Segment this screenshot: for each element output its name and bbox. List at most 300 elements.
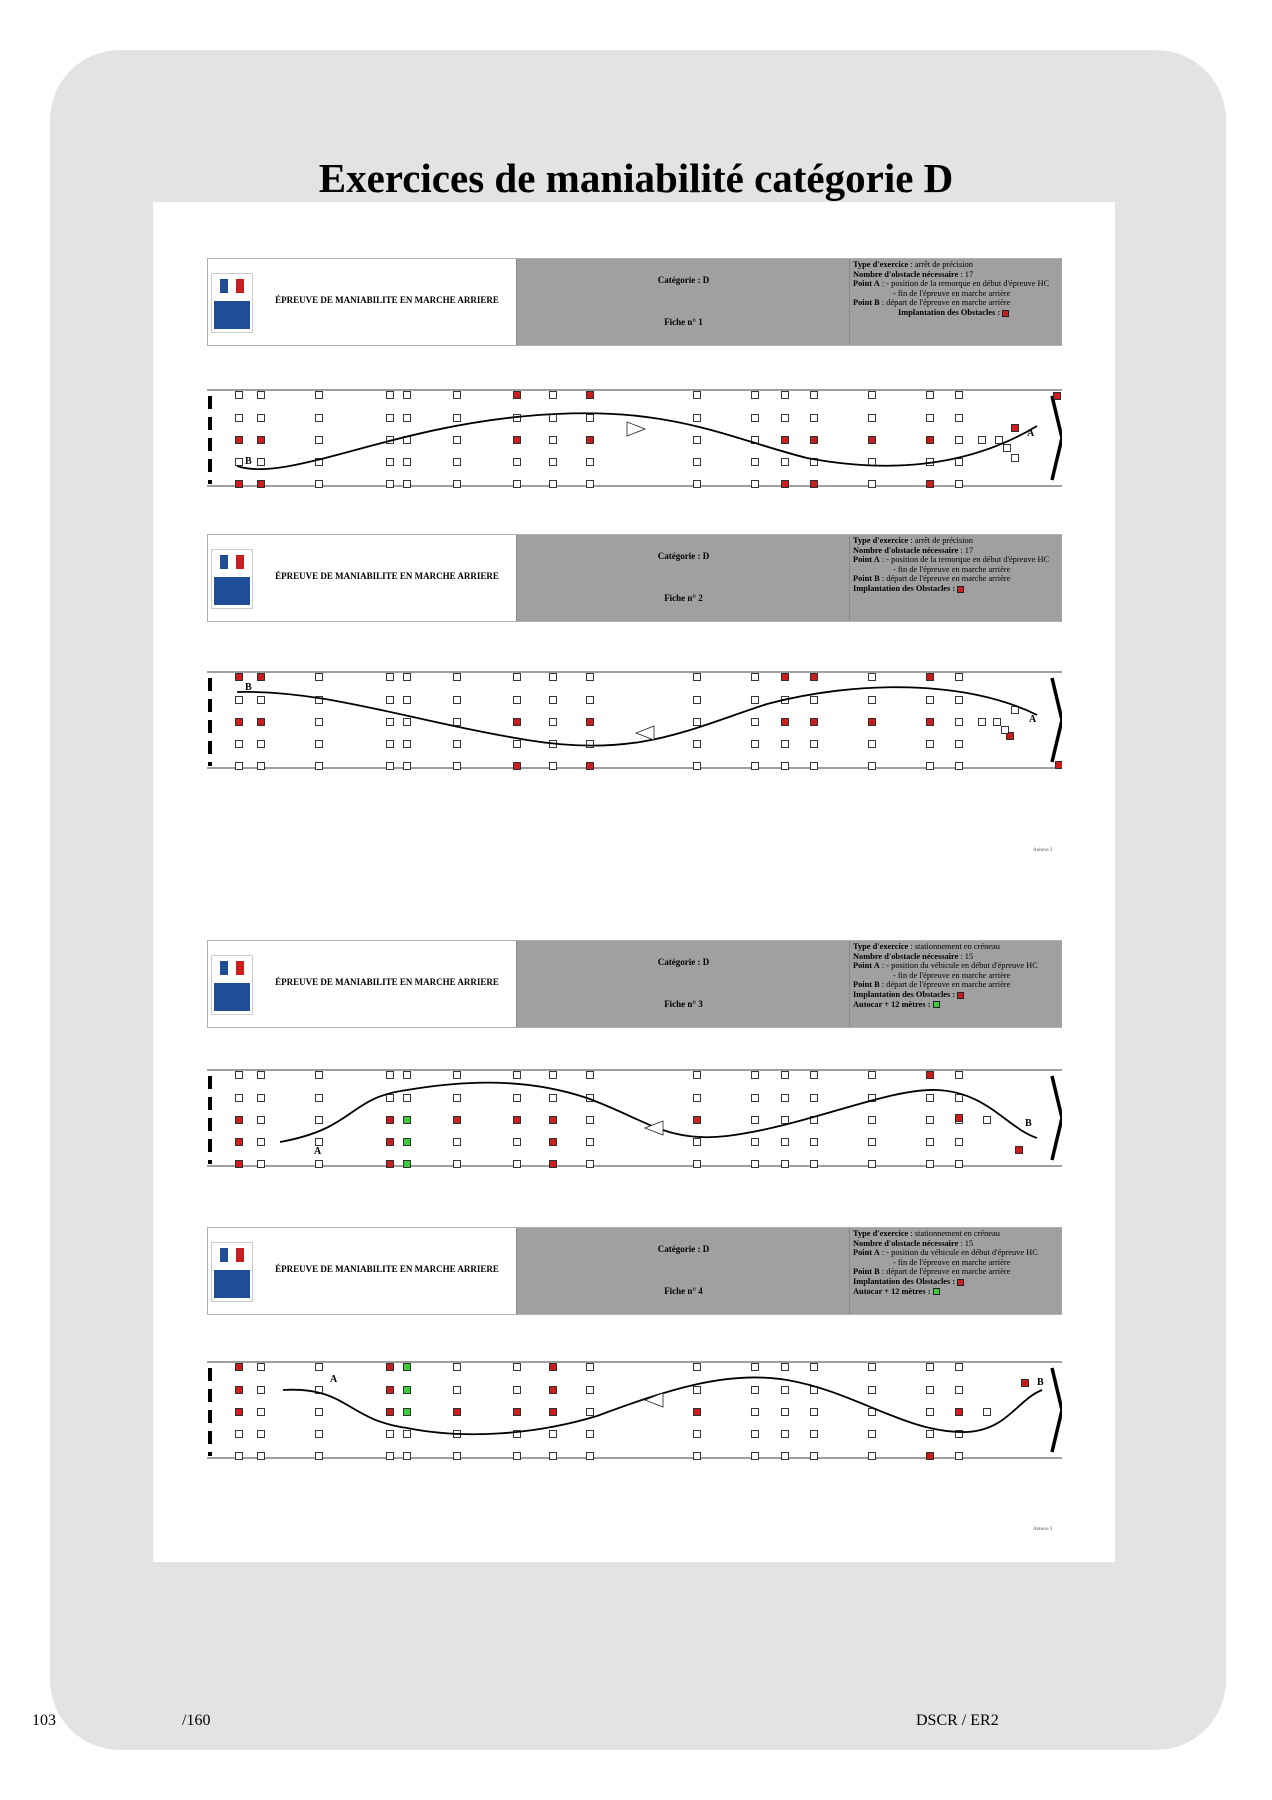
direction-arrow-icon <box>627 422 645 436</box>
obstacle-marker <box>694 415 701 422</box>
fiche-header-3 <box>207 940 1062 1028</box>
ministry-logo <box>211 549 253 609</box>
fiche-header-4 <box>207 1227 1062 1315</box>
obstacle-marker <box>587 697 594 704</box>
obstacle-marker <box>404 719 411 726</box>
obstacle-marker-colored <box>404 1364 411 1371</box>
type-value: : stationnement en créneau <box>908 1229 1000 1238</box>
obstacle-marker <box>550 1095 557 1102</box>
obstacle-marker <box>694 392 701 399</box>
obstacle-marker <box>752 1117 759 1124</box>
type-value: : stationnement en créneau <box>908 942 1000 951</box>
pointa-extra: - fin de l'épreuve en marche arrière <box>893 970 1011 980</box>
obstacle-marker <box>404 1095 411 1102</box>
obstacle-marker <box>694 697 701 704</box>
obstacle-marker <box>782 392 789 399</box>
obstacle-marker <box>752 1161 759 1168</box>
implantation-label: Implantation des Obstacles : <box>853 583 956 593</box>
obstacle-marker <box>236 1431 243 1438</box>
obstacle-marker <box>454 481 461 488</box>
categorie-block <box>516 535 850 621</box>
obstacle-marker <box>694 763 701 770</box>
fiche-number: Fiche n° 1 <box>664 317 703 327</box>
obstacle-marker-colored <box>1054 393 1061 400</box>
obstacle-marker <box>811 1364 818 1371</box>
obstacle-marker <box>782 1453 789 1460</box>
obstacle-marker <box>752 415 759 422</box>
obstacle-marker <box>956 1072 963 1079</box>
obstacle-marker <box>869 459 876 466</box>
obstacle-marker <box>752 1431 759 1438</box>
pointb-label: Point B <box>853 298 880 308</box>
obstacle-marker <box>869 1117 876 1124</box>
obstacle-marker-colored <box>236 1161 243 1168</box>
obstacle-marker <box>587 1364 594 1371</box>
point-b-label: B <box>245 682 252 693</box>
exercise-details <box>849 941 1062 1027</box>
obstacle-marker <box>387 415 394 422</box>
obstacle-marker <box>927 1117 934 1124</box>
obstacle-marker <box>694 719 701 726</box>
obstacle-marker <box>454 741 461 748</box>
obstacle-marker-colored <box>258 437 265 444</box>
nombre-label: Nombre d'obstacle nécessaire <box>853 1238 959 1248</box>
obstacle-marker <box>387 392 394 399</box>
obstacle-marker <box>811 741 818 748</box>
obstacle-marker <box>387 1453 394 1460</box>
page-total: /160 <box>182 1712 211 1729</box>
obstacle-marker <box>869 1364 876 1371</box>
obstacle-marker <box>316 415 323 422</box>
obstacle-marker-colored <box>550 1409 557 1416</box>
obstacle-marker <box>387 741 394 748</box>
end-bracket <box>1052 678 1062 762</box>
obstacle-marker <box>927 1387 934 1394</box>
end-bracket <box>1052 396 1062 480</box>
obstacle-marker <box>811 415 818 422</box>
pointa-extra: - fin de l'épreuve en marche arrière <box>893 564 1011 574</box>
obstacle-marker <box>927 741 934 748</box>
obstacle-marker <box>927 1409 934 1416</box>
obstacle-marker <box>404 1453 411 1460</box>
obstacle-marker-colored <box>514 763 521 770</box>
categorie-block <box>516 259 850 345</box>
obstacle-marker <box>694 1431 701 1438</box>
obstacle-marker <box>258 1117 265 1124</box>
maneuver-diagram-2 <box>207 670 1062 770</box>
obstacle-marker <box>782 1364 789 1371</box>
red-obstacle-icon <box>957 586 964 593</box>
obstacle-marker <box>782 1387 789 1394</box>
categorie-block <box>516 941 850 1027</box>
categorie-label: Catégorie : D <box>657 275 710 285</box>
maneuver-diagram-3 <box>207 1068 1062 1168</box>
obstacle-marker <box>956 415 963 422</box>
obstacle-marker-colored <box>236 437 243 444</box>
red-obstacle-icon <box>1002 310 1009 317</box>
obstacle-marker <box>236 763 243 770</box>
obstacle-marker <box>316 1095 323 1102</box>
obstacle-marker <box>811 1072 818 1079</box>
obstacle-marker <box>782 415 789 422</box>
obstacle-marker <box>979 437 986 444</box>
obstacle-marker <box>927 415 934 422</box>
obstacle-marker-colored <box>694 1409 701 1416</box>
point-b-label: B <box>1025 1118 1032 1129</box>
maneuver-diagram-4 <box>207 1360 1062 1460</box>
maneuver-diagram-1 <box>207 388 1062 488</box>
obstacle-marker <box>454 1095 461 1102</box>
obstacle-marker <box>316 1364 323 1371</box>
obstacle-marker <box>927 1161 934 1168</box>
obstacle-marker-colored <box>258 719 265 726</box>
obstacle-marker <box>404 1431 411 1438</box>
obstacle-marker <box>258 763 265 770</box>
obstacle-marker <box>927 763 934 770</box>
obstacle-marker <box>514 741 521 748</box>
obstacle-marker <box>956 697 963 704</box>
obstacle-marker-colored <box>387 1364 394 1371</box>
obstacle-marker <box>587 1161 594 1168</box>
red-obstacle-icon <box>957 992 964 999</box>
obstacle-marker <box>316 481 323 488</box>
pointa-value: : - position de la remorque en début d'épreuve HC <box>879 555 1050 565</box>
obstacle-marker <box>782 763 789 770</box>
obstacle-marker <box>454 1072 461 1079</box>
pointa-label: Point A <box>853 1248 880 1258</box>
obstacle-marker <box>454 459 461 466</box>
obstacle-marker <box>752 697 759 704</box>
obstacle-marker <box>514 1072 521 1079</box>
obstacle-marker <box>587 459 594 466</box>
obstacle-marker <box>782 1409 789 1416</box>
obstacle-marker <box>869 392 876 399</box>
obstacle-marker <box>587 1409 594 1416</box>
obstacle-marker <box>752 459 759 466</box>
obstacle-marker <box>927 1431 934 1438</box>
obstacle-marker <box>236 1453 243 1460</box>
obstacle-marker <box>236 697 243 704</box>
obstacle-marker-colored <box>550 1387 557 1394</box>
obstacle-marker <box>694 437 701 444</box>
obstacle-marker <box>996 437 1003 444</box>
obstacle-marker <box>236 415 243 422</box>
pointb-label: Point B <box>853 1267 880 1277</box>
obstacle-marker <box>316 674 323 681</box>
obstacle-marker <box>258 1431 265 1438</box>
obstacle-marker <box>387 697 394 704</box>
obstacle-marker <box>454 719 461 726</box>
obstacle-marker <box>752 1139 759 1146</box>
obstacle-marker-colored <box>811 719 818 726</box>
obstacle-marker <box>587 415 594 422</box>
obstacle-marker <box>387 719 394 726</box>
pointb-label: Point B <box>853 574 880 584</box>
obstacle-marker <box>811 1139 818 1146</box>
nombre-value: : 15 <box>958 1238 974 1248</box>
obstacle-marker <box>956 1139 963 1146</box>
obstacle-marker <box>454 392 461 399</box>
pointb-value: : départ de l'épreuve en marche arrière <box>879 574 1011 584</box>
obstacle-marker-colored <box>869 719 876 726</box>
pointa-label: Point A <box>853 555 880 565</box>
green-obstacle-icon <box>933 1288 940 1295</box>
obstacle-marker-colored <box>927 674 934 681</box>
obstacle-marker-colored <box>387 1139 394 1146</box>
obstacle-marker-colored <box>811 437 818 444</box>
point-a-label: A <box>1027 428 1035 439</box>
obstacle-marker <box>236 741 243 748</box>
obstacle-marker <box>316 719 323 726</box>
obstacle-marker <box>404 697 411 704</box>
obstacle-marker <box>927 1139 934 1146</box>
obstacle-marker <box>752 392 759 399</box>
obstacle-marker <box>869 741 876 748</box>
obstacle-marker <box>258 1072 265 1079</box>
obstacle-marker <box>454 763 461 770</box>
pointb-value: : départ de l'épreuve en marche arrière <box>879 1267 1011 1277</box>
obstacle-marker-colored <box>236 674 243 681</box>
obstacle-marker-colored <box>550 1161 557 1168</box>
categorie-label: Catégorie : D <box>657 551 710 561</box>
obstacle-marker <box>752 481 759 488</box>
obstacle-marker <box>752 1409 759 1416</box>
obstacle-marker-colored <box>782 719 789 726</box>
obstacle-marker-colored <box>454 1409 461 1416</box>
nombre-label: Nombre d'obstacle nécessaire <box>853 545 959 555</box>
obstacle-marker <box>869 1431 876 1438</box>
obstacle-marker <box>514 1364 521 1371</box>
obstacle-marker <box>811 1431 818 1438</box>
type-label: Type d'exercice <box>853 260 909 269</box>
type-label: Type d'exercice <box>853 536 909 545</box>
obstacle-marker <box>550 1453 557 1460</box>
annexe-label-bottom: Annexe 3 <box>1033 1527 1053 1532</box>
obstacle-marker <box>869 1387 876 1394</box>
point-a-label: A <box>314 1146 322 1157</box>
obstacle-marker <box>514 1139 521 1146</box>
obstacle-marker <box>454 1364 461 1371</box>
obstacle-marker <box>869 481 876 488</box>
epreuve-title: ÉPREUVE DE MANIABILITE EN MARCHE ARRIERE <box>275 571 499 581</box>
obstacle-marker <box>1012 707 1019 714</box>
obstacle-marker <box>694 1139 701 1146</box>
obstacle-marker <box>752 1072 759 1079</box>
obstacle-marker <box>404 392 411 399</box>
obstacle-marker <box>454 1161 461 1168</box>
obstacle-marker <box>869 1453 876 1460</box>
obstacle-marker <box>869 1072 876 1079</box>
obstacle-marker-colored <box>258 674 265 681</box>
obstacle-marker-colored <box>550 1117 557 1124</box>
obstacle-marker <box>752 674 759 681</box>
end-bracket <box>1052 1076 1062 1160</box>
obstacle-marker <box>387 1072 394 1079</box>
ministry-logo <box>211 1242 253 1302</box>
obstacle-marker-colored <box>811 674 818 681</box>
obstacle-marker <box>587 481 594 488</box>
obstacle-marker <box>404 1072 411 1079</box>
type-label: Type d'exercice <box>853 1229 909 1238</box>
obstacle-marker <box>316 1139 323 1146</box>
epreuve-title: ÉPREUVE DE MANIABILITE EN MARCHE ARRIERE <box>275 295 499 305</box>
obstacle-marker <box>454 674 461 681</box>
obstacle-marker <box>869 415 876 422</box>
obstacle-marker <box>752 1387 759 1394</box>
obstacle-marker <box>956 741 963 748</box>
point-b-label: B <box>245 456 252 467</box>
obstacle-marker <box>514 1453 521 1460</box>
obstacle-marker-colored <box>927 437 934 444</box>
exercise-details <box>849 1228 1062 1314</box>
obstacle-marker <box>956 674 963 681</box>
obstacle-marker <box>258 1161 265 1168</box>
obstacle-marker <box>811 1453 818 1460</box>
obstacle-marker <box>550 415 557 422</box>
obstacle-marker <box>587 1072 594 1079</box>
obstacle-marker <box>811 697 818 704</box>
obstacle-marker-colored <box>782 674 789 681</box>
obstacle-marker-colored <box>1016 1147 1023 1154</box>
obstacle-marker <box>782 459 789 466</box>
obstacle-marker-colored <box>1012 425 1019 432</box>
obstacle-marker <box>236 459 243 466</box>
obstacle-marker <box>550 481 557 488</box>
fiche-number: Fiche n° 4 <box>664 1286 703 1296</box>
obstacle-marker-colored <box>956 1409 963 1416</box>
obstacle-marker-colored <box>1022 1380 1029 1387</box>
obstacle-marker <box>258 741 265 748</box>
obstacle-marker <box>694 481 701 488</box>
pointa-value: : - position du véhicule en début d'épreuve HC <box>879 1248 1038 1258</box>
obstacle-marker <box>550 763 557 770</box>
obstacle-marker-colored <box>404 1117 411 1124</box>
exercise-details <box>849 535 1062 621</box>
obstacle-marker-colored <box>587 392 594 399</box>
obstacle-marker <box>984 1409 991 1416</box>
obstacle-marker <box>404 459 411 466</box>
obstacle-marker-colored <box>587 763 594 770</box>
obstacle-marker <box>869 674 876 681</box>
obstacle-marker <box>387 1431 394 1438</box>
annexe-label-top: Annexe 3 <box>1033 848 1053 853</box>
obstacle-marker <box>258 459 265 466</box>
obstacle-marker-colored <box>404 1139 411 1146</box>
obstacle-marker <box>316 1072 323 1079</box>
page-title: Exercices de maniabilité catégorie D <box>318 155 954 201</box>
implantation-label: Implantation des Obstacles : <box>853 1276 956 1286</box>
obstacle-marker <box>694 459 701 466</box>
obstacle-marker-colored <box>927 1072 934 1079</box>
obstacle-marker <box>956 763 963 770</box>
obstacle-marker <box>956 481 963 488</box>
obstacle-marker <box>956 459 963 466</box>
pointa-extra: - fin de l'épreuve en marche arrière <box>893 1257 1011 1267</box>
obstacle-marker <box>782 1095 789 1102</box>
red-obstacle-icon <box>957 1279 964 1286</box>
obstacle-marker-colored <box>387 1161 394 1168</box>
obstacle-marker <box>550 674 557 681</box>
obstacle-marker-colored <box>869 437 876 444</box>
direction-arrow-icon <box>636 726 654 740</box>
epreuve-title: ÉPREUVE DE MANIABILITE EN MARCHE ARRIERE <box>275 977 499 987</box>
page-number: 103 <box>32 1712 56 1729</box>
obstacle-marker <box>811 1095 818 1102</box>
obstacle-marker <box>956 1364 963 1371</box>
implantation-label: Implantation des Obstacles : <box>853 989 956 999</box>
obstacle-marker <box>316 1161 323 1168</box>
obstacle-marker <box>869 763 876 770</box>
fiche-number: Fiche n° 3 <box>664 999 703 1009</box>
obstacle-marker <box>979 719 986 726</box>
type-label: Type d'exercice <box>853 942 909 951</box>
obstacle-marker <box>782 1072 789 1079</box>
obstacle-marker <box>258 1139 265 1146</box>
end-bracket <box>1052 1368 1062 1452</box>
pointa-extra: - fin de l'épreuve en marche arrière <box>893 288 1011 298</box>
obstacle-marker <box>811 1409 818 1416</box>
obstacle-marker-colored <box>782 481 789 488</box>
obstacle-marker <box>514 674 521 681</box>
obstacle-marker-colored <box>927 719 934 726</box>
obstacle-marker <box>694 674 701 681</box>
obstacle-marker <box>782 741 789 748</box>
nombre-label: Nombre d'obstacle nécessaire <box>853 269 959 279</box>
type-value: : arrêt de précision <box>908 536 973 545</box>
obstacle-marker <box>587 674 594 681</box>
trajectory-path <box>237 687 1037 746</box>
obstacle-marker <box>514 481 521 488</box>
obstacle-marker-colored <box>550 1364 557 1371</box>
obstacle-marker-colored <box>258 481 265 488</box>
obstacle-marker <box>316 392 323 399</box>
ministry-logo <box>211 273 253 333</box>
obstacle-marker <box>316 1431 323 1438</box>
pointa-value: : - position de la remorque en début d'épreuve HC <box>879 279 1050 289</box>
obstacle-marker <box>514 697 521 704</box>
obstacle-marker <box>404 763 411 770</box>
obstacle-marker-colored <box>236 1387 243 1394</box>
obstacle-marker-colored <box>587 719 594 726</box>
obstacle-marker <box>258 1095 265 1102</box>
obstacle-marker <box>782 1431 789 1438</box>
obstacle-marker <box>258 1409 265 1416</box>
obstacle-marker <box>1012 455 1019 462</box>
obstacle-marker <box>694 741 701 748</box>
obstacle-marker-colored <box>514 1409 521 1416</box>
obstacle-marker <box>316 1453 323 1460</box>
obstacle-marker <box>387 459 394 466</box>
obstacle-marker <box>587 1387 594 1394</box>
obstacle-marker <box>869 1161 876 1168</box>
obstacle-marker <box>869 697 876 704</box>
pointb-label: Point B <box>853 980 880 990</box>
obstacle-marker <box>694 1161 701 1168</box>
obstacle-marker-colored <box>236 481 243 488</box>
obstacle-marker <box>956 1161 963 1168</box>
obstacle-marker <box>587 1139 594 1146</box>
obstacle-marker <box>258 415 265 422</box>
obstacle-marker <box>956 719 963 726</box>
obstacle-marker <box>454 437 461 444</box>
obstacle-marker <box>752 1095 759 1102</box>
obstacle-marker <box>550 719 557 726</box>
obstacle-marker <box>782 1139 789 1146</box>
obstacle-marker <box>550 392 557 399</box>
document-reference: DSCR / ER2 <box>916 1712 999 1729</box>
obstacle-marker-colored <box>694 1117 701 1124</box>
green-obstacle-icon <box>933 1001 940 1008</box>
